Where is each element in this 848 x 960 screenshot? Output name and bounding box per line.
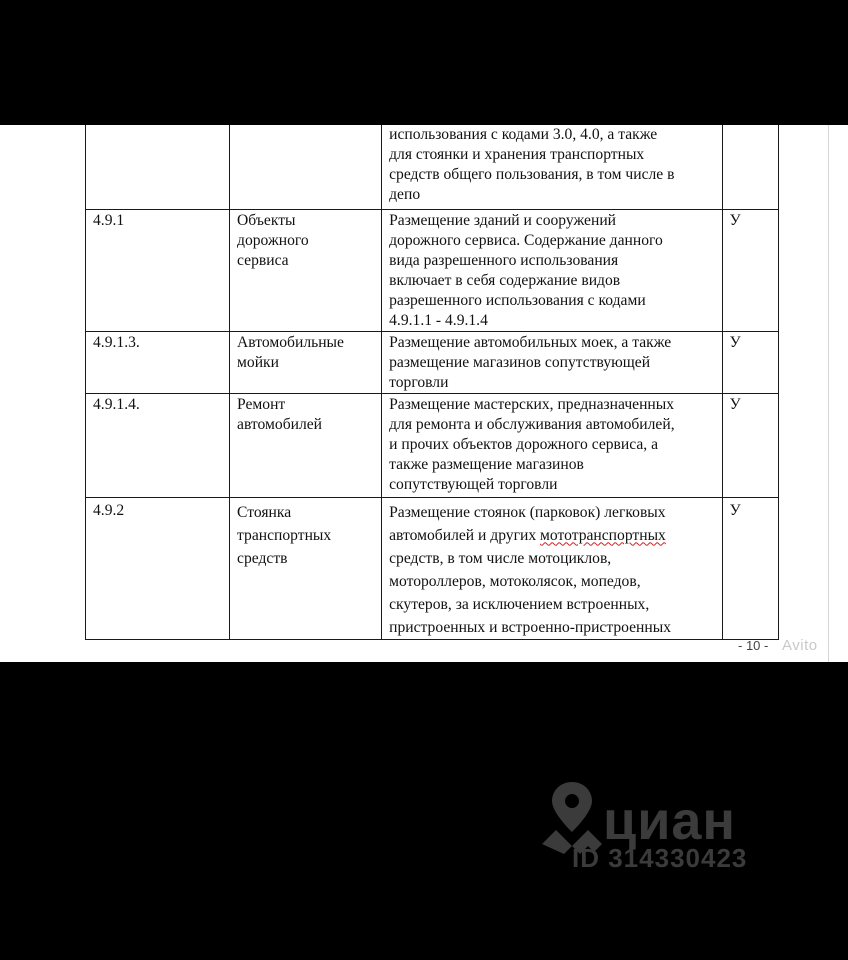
table-row	[86, 497, 779, 639]
cell-name	[230, 125, 382, 209]
cell-zone: У	[722, 393, 778, 497]
desc-line: дорожного сервиса. Содержание данного	[389, 231, 663, 249]
desc-line: сопутствующей торговли	[389, 475, 558, 493]
desc-line: для ремонта и обслуживания автомобилей,	[389, 415, 675, 433]
cell-code	[86, 125, 230, 209]
table-row	[86, 209, 779, 331]
desc-line: разрешенного использования с кодами	[389, 291, 646, 309]
desc-line: также размещение магазинов	[389, 455, 584, 473]
name-line: дорожного	[237, 231, 309, 249]
cell-description	[382, 393, 722, 497]
table-row	[86, 125, 779, 209]
cell-zone: У	[722, 331, 778, 393]
cell-description	[382, 497, 722, 639]
desc-line: включает в себя содержание видов	[389, 271, 621, 289]
cell-name	[230, 393, 382, 497]
desc-line: Размещение стоянок (парковок) легковых	[389, 503, 666, 521]
cian-brand-text: циан	[603, 791, 737, 851]
desc-line: Размещение зданий и сооружений	[389, 211, 617, 229]
cell-description	[382, 209, 722, 331]
avito-watermark: Avito	[782, 637, 818, 654]
table-row	[86, 331, 779, 393]
land-use-table	[85, 125, 779, 640]
name-line: Ремонт	[237, 395, 286, 413]
document-page	[0, 125, 848, 662]
cell-code: 4.9.1	[86, 209, 230, 331]
desc-line: вида разрешенного использования	[389, 251, 619, 269]
name-line: Стоянка	[237, 503, 292, 521]
desc-line	[389, 524, 714, 547]
desc-line: депо	[389, 186, 421, 203]
desc-line: торговли	[389, 373, 449, 391]
cell-code: 4.9.1.4.	[86, 393, 230, 497]
desc-line: и прочих объектов дорожного сервиса, а	[389, 435, 658, 453]
desc-line: для стоянки и хранения транспортных	[389, 146, 645, 163]
cell-name	[230, 331, 382, 393]
page-edge-divider	[828, 125, 829, 662]
cian-listing-id: ID 314330423	[572, 843, 748, 873]
desc-line: использования с кодами 3.0, 4.0, а также	[389, 126, 658, 143]
cell-zone: У	[722, 209, 778, 331]
cell-zone: У	[722, 497, 778, 639]
desc-line: мотороллеров, мотоколясок, мопедов,	[389, 572, 641, 590]
desc-line: 4.9.1.1 - 4.9.1.4	[389, 311, 488, 329]
cell-code: 4.9.2	[86, 497, 230, 639]
cell-name	[230, 497, 382, 639]
spellcheck-flagged-word: мототранспортных	[540, 526, 666, 544]
cell-zone	[722, 125, 778, 209]
desc-line: средств, в том числе мотоциклов,	[389, 549, 612, 567]
cell-description	[382, 331, 722, 393]
name-line: Объекты	[237, 211, 296, 229]
desc-line: скутеров, за исключением встроенных,	[389, 595, 650, 613]
desc-line: Размещение автомобильных моек, а также	[389, 333, 672, 351]
cell-name	[230, 209, 382, 331]
desc-line: средств общего пользования, в том числе в	[389, 166, 675, 183]
name-line: автомобилей	[237, 415, 323, 433]
page-number: - 10 -	[738, 638, 769, 653]
cell-code: 4.9.1.3.	[86, 331, 230, 393]
name-line: средств	[237, 549, 288, 567]
name-line: Автомобильные	[237, 333, 344, 351]
desc-line-part: автомобилей и других	[389, 526, 541, 544]
desc-line: пристроенных и встроенно-пристроенных	[389, 618, 672, 636]
name-line: мойки	[237, 353, 279, 371]
desc-line: Размещение мастерских, предназначенных	[389, 395, 675, 413]
table-row	[86, 393, 779, 497]
cell-description	[382, 125, 722, 209]
name-line: сервиса	[237, 251, 289, 269]
desc-line: размещение магазинов сопутствующей	[389, 353, 651, 371]
name-line: транспортных	[237, 526, 332, 544]
